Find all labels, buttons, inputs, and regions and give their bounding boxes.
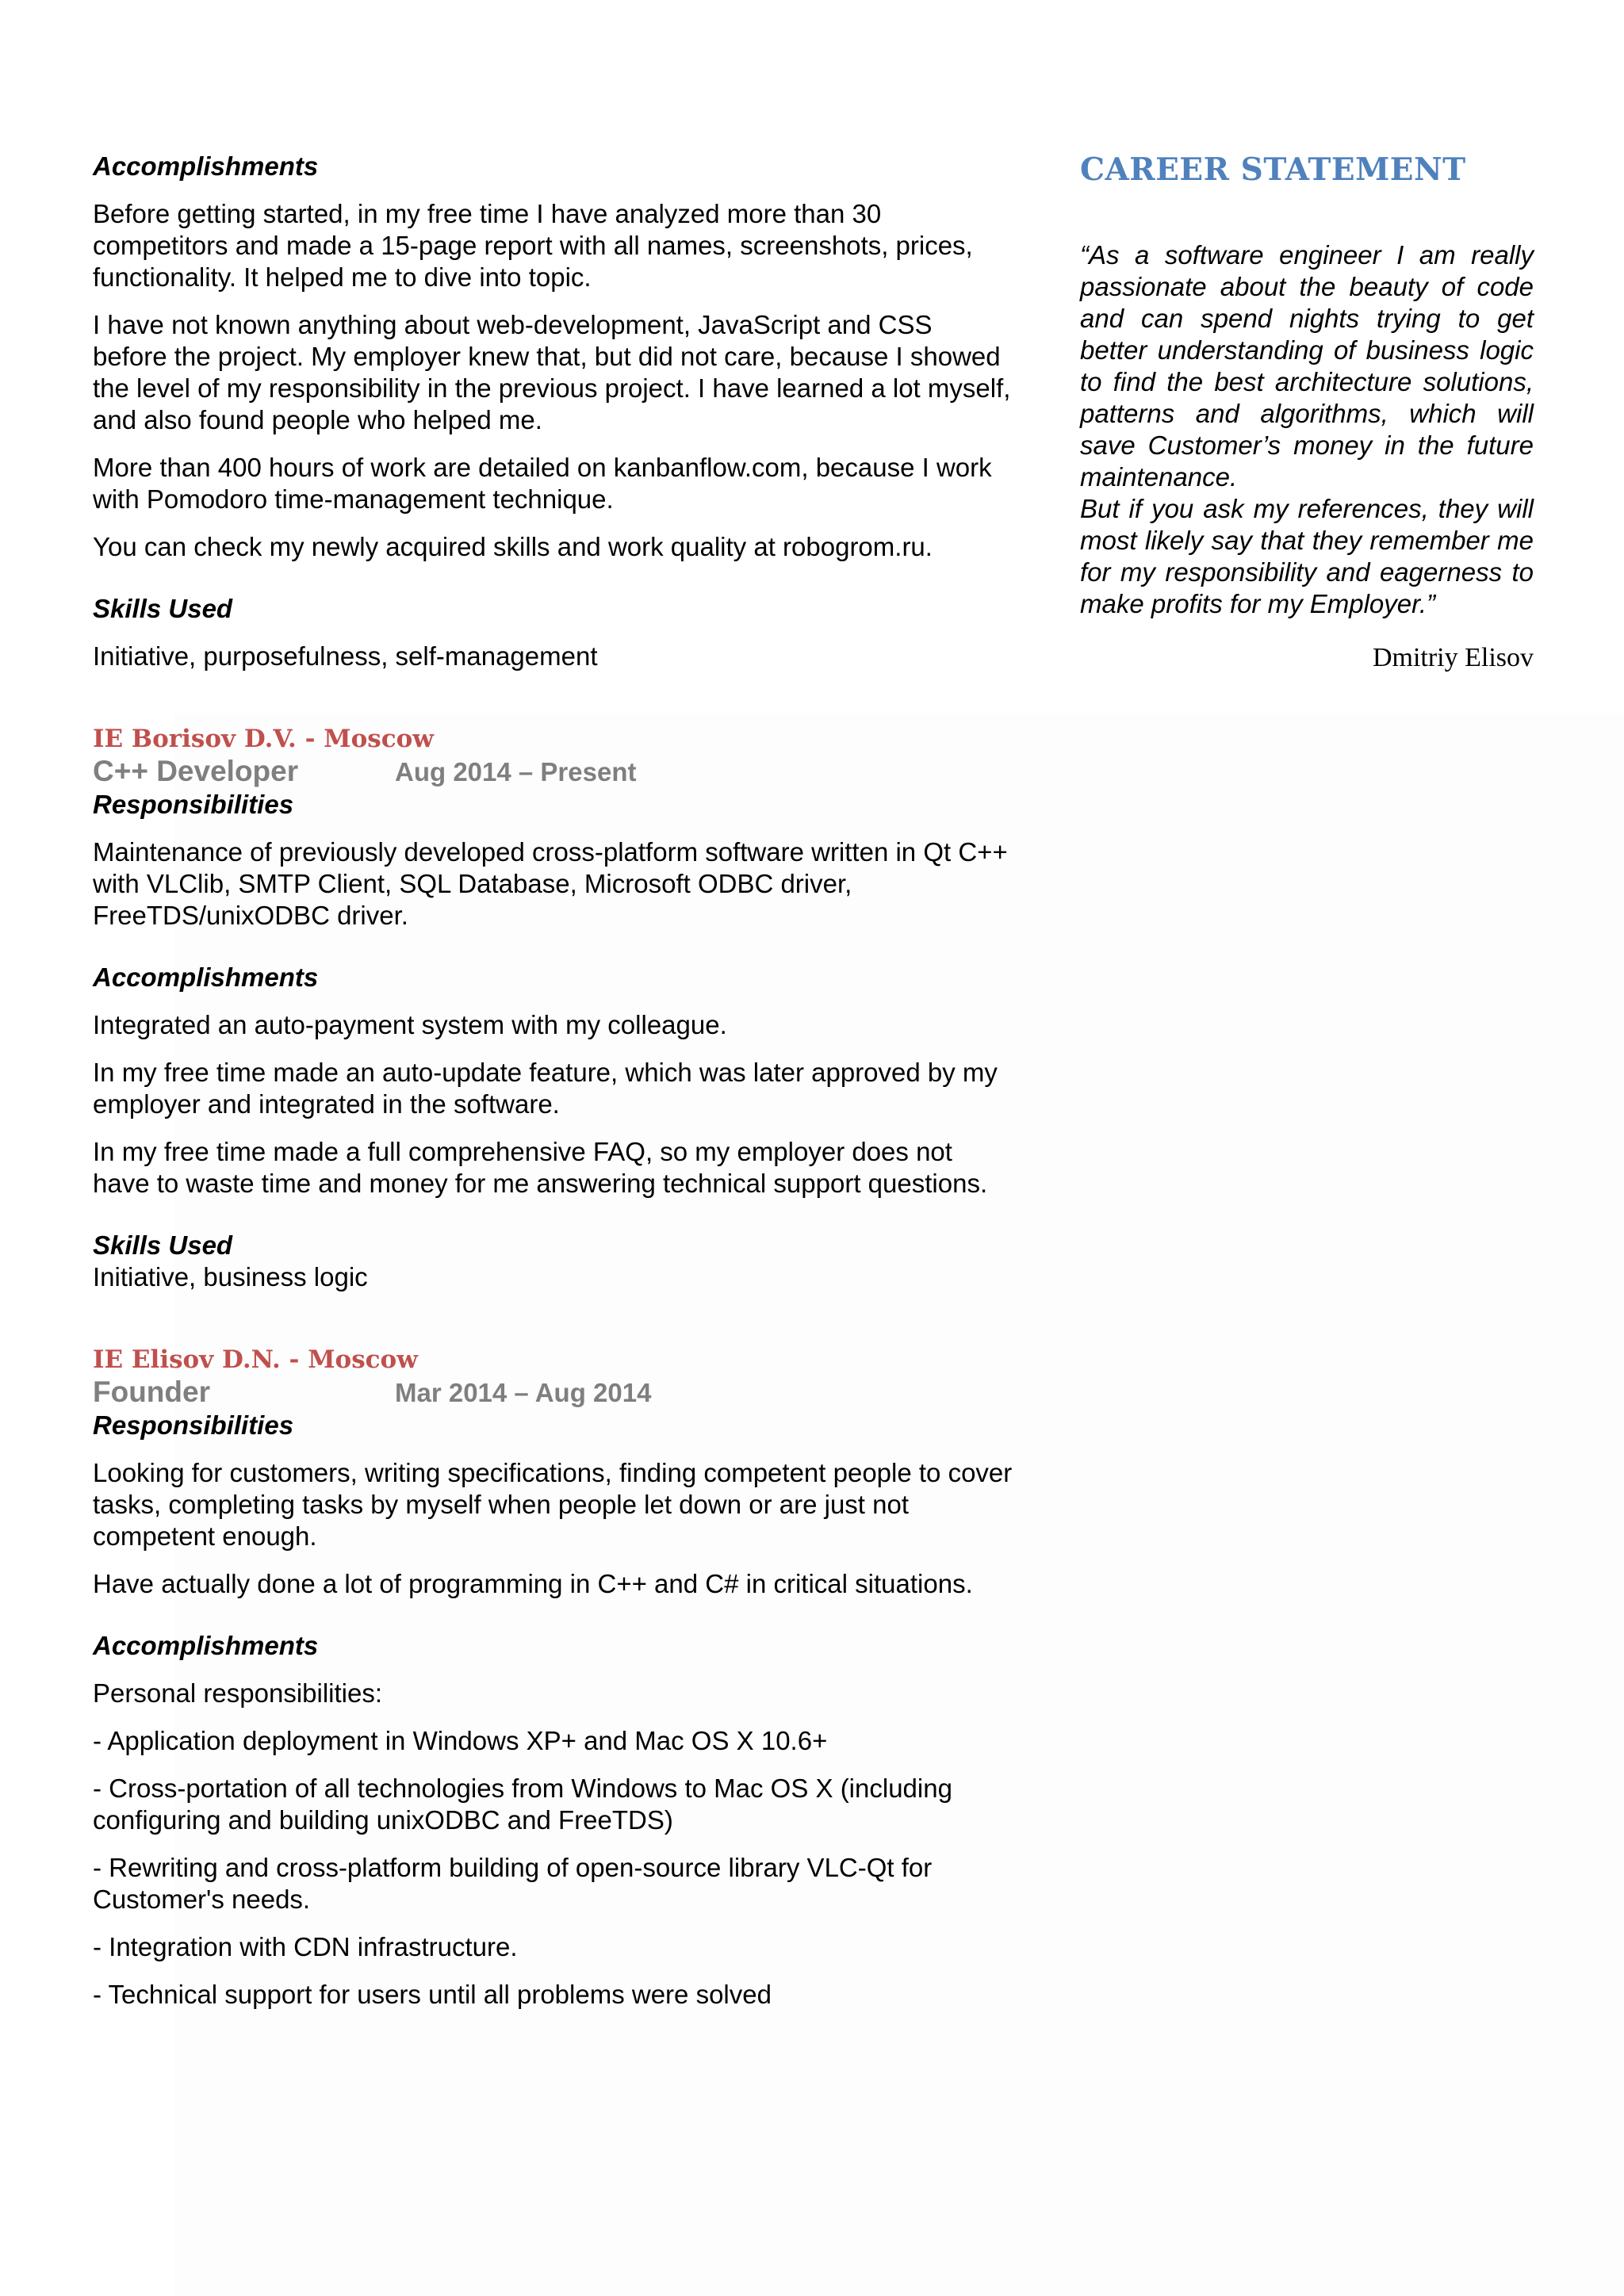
accomplishments-heading: Accomplishments — [93, 1631, 319, 1660]
role-line — [93, 755, 1013, 789]
accomplishment-item: In my free time made a full comprehensive FAQ, so my employer does not have to waste time and money for me answering technical support questions. — [93, 1137, 988, 1198]
responsibilities-heading: Responsibilities — [93, 790, 294, 819]
signature: Dmitriy Elisov — [1372, 643, 1534, 672]
skills-text: Initiative, business logic — [93, 1262, 368, 1292]
responsibility-item: Maintenance of previously developed cross-platform software written in Qt C++ with VLClib, SMTP Client, SQL Database, Microsoft ODBC driver, FreeTDS/unixODBC driver. — [93, 837, 1008, 930]
accomplishment-item: Before getting started, in my free time I have analyzed more than 30 competitors and made a 15-page report with all names, screenshots, prices, functionality. It helped me to dive into topic. — [93, 199, 973, 292]
job-entry-borisov — [93, 723, 1013, 1293]
company-name: IE Borisov D.V. - Moscow — [93, 725, 434, 753]
responsibilities-heading: Responsibilities — [93, 1410, 294, 1440]
accomplishment-item: - Cross-portation of all technologies from Windows to Mac OS X (including configuring and building unixODBC and FreeTDS) — [93, 1774, 952, 1835]
career-quote-paragraph: But if you ask my references, they will most likely say that they remember me for my responsibility and eagerness to make profits for my Employer.” — [1080, 494, 1534, 618]
role-line — [93, 1376, 1013, 1410]
previous-job-section — [93, 151, 1013, 672]
career-quote-paragraph: “As a software engineer I am really passionate about the beauty of code and can spend nights trying to get better understanding of business logic to find the best architecture solutions, patterns and algorithms, which will save Customer’s money in the future maintenance. — [1080, 240, 1534, 492]
job-dates: Aug 2014 – Present — [395, 757, 637, 786]
job-entry-elisov — [93, 1344, 1013, 2011]
accomplishments-heading: Accomplishments — [93, 962, 319, 992]
job-dates: Mar 2014 – Aug 2014 — [395, 1378, 652, 1407]
career-statement-title: CAREER STATEMENT — [1080, 151, 1466, 188]
accomplishment-item: - Rewriting and cross-platform building of open-source library VLC-Qt for Customer's needs. — [93, 1853, 933, 1914]
accomplishment-item: You can check my newly acquired skills and work quality at robogrom.ru. — [93, 532, 933, 561]
responsibility-item: Have actually done a lot of programming in C++ and C# in critical situations. — [93, 1569, 973, 1598]
accomplishment-item: - Integration with CDN infrastructure. — [93, 1932, 518, 1961]
career-statement-column — [1080, 151, 1534, 674]
responsibility-item: Looking for customers, writing specifications, finding competent people to cover tasks, completing tasks by myself when people let down or are just not competent enough. — [93, 1458, 1013, 1551]
skills-text: Initiative, purposefulness, self-management — [93, 641, 598, 671]
accomplishment-item: In my free time made an auto-update feature, which was later approved by my employer and integrated in the software. — [93, 1058, 998, 1119]
accomplishment-item: - Application deployment in Windows XP+ and Mac OS X 10.6+ — [93, 1726, 828, 1755]
accomplishment-item: More than 400 hours of work are detailed on kanbanflow.com, because I work with Pomodoro time-management technique. — [93, 453, 992, 514]
accomplishment-item: Integrated an auto-payment system with my colleague. — [93, 1010, 727, 1039]
accomplishment-item: Personal responsibilities: — [93, 1678, 383, 1708]
job-title: C++ Developer — [93, 755, 299, 787]
experience-column — [93, 151, 1013, 2011]
accomplishment-item: - Technical support for users until all problems were solved — [93, 1980, 772, 2009]
skills-heading: Skills Used — [93, 1230, 233, 1260]
accomplishment-item: I have not known anything about web-development, JavaScript and CSS before the project. My employer knew that, but did not care, because I showed the level of my responsibility in the previous project. I have learned a lot myself, and also found people who helped me. — [93, 310, 1011, 434]
job-title: Founder — [93, 1376, 210, 1408]
accomplishments-heading: Accomplishments — [93, 151, 319, 181]
company-name: IE Elisov D.N. - Moscow — [93, 1345, 418, 1374]
skills-heading: Skills Used — [93, 594, 233, 623]
